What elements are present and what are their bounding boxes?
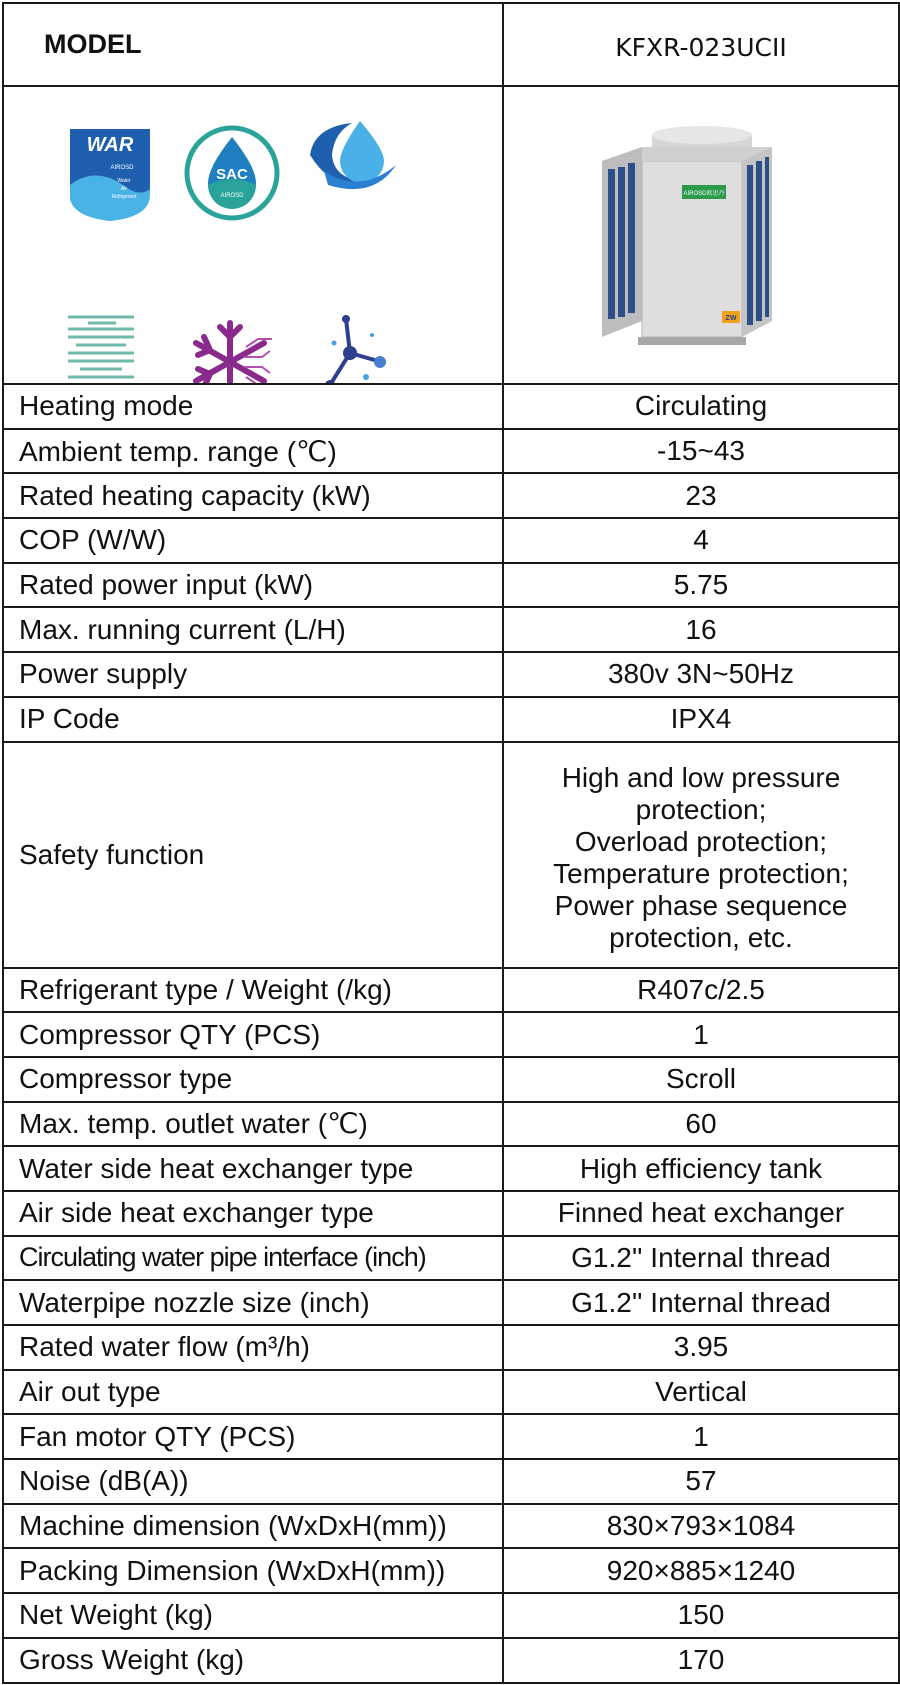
spec-label: COP (W/W) [3, 518, 503, 563]
spec-value: R407c/2.5 [503, 968, 899, 1013]
spec-label: Water side heat exchanger type [3, 1146, 503, 1191]
war-line-refrigerant: Refrigerant [111, 194, 137, 200]
spec-label: Rated power input (kW) [3, 563, 503, 608]
spec-value: Finned heat exchanger [503, 1191, 899, 1236]
spec-row [3, 563, 899, 608]
spec-row [3, 1370, 899, 1415]
spec-label: Max. running current (L/H) [3, 607, 503, 652]
water-drop-swirl-icon [304, 115, 400, 195]
spec-label: Waterpipe nozzle size (inch) [3, 1280, 503, 1325]
safety-line: High and low pressure protection; [561, 761, 841, 825]
spec-row [3, 1280, 899, 1325]
spec-row [3, 1325, 899, 1370]
model-value: KFXR-023UCII [503, 3, 899, 86]
spec-label: Air out type [3, 1370, 503, 1415]
spec-row [3, 1504, 899, 1549]
feature-icons-cell [3, 86, 503, 384]
war-subtext: AIROSD [110, 165, 134, 171]
spec-row [3, 697, 899, 742]
spec-label: Compressor QTY (PCS) [3, 1012, 503, 1057]
spec-label: Compressor type [3, 1057, 503, 1102]
spec-value: 60 [503, 1102, 899, 1147]
spec-row [3, 1012, 899, 1057]
spec-label: Max. temp. outlet water (℃) [3, 1102, 503, 1147]
sac-text: SAC [216, 166, 248, 183]
snowflake-circuit-icon [184, 317, 276, 384]
spec-label: Machine dimension (WxDxH(mm)) [3, 1504, 503, 1549]
sac-water-drop-icon [182, 123, 282, 223]
spec-value: Scroll [503, 1057, 899, 1102]
spec-value: 170 [503, 1638, 899, 1683]
safety-label: Safety function [3, 742, 503, 968]
spec-value: 920×885×1240 [503, 1548, 899, 1593]
product-image [504, 87, 899, 383]
product-image-cell [503, 86, 899, 384]
spec-label: Fan motor QTY (PCS) [3, 1414, 503, 1459]
spec-value: 380v 3N~50Hz [503, 652, 899, 697]
spec-value: 16 [503, 607, 899, 652]
spec-row [3, 1638, 899, 1683]
spec-row [3, 1191, 899, 1236]
spec-label: Packing Dimension (WxDxH(mm)) [3, 1548, 503, 1593]
spec-row [3, 1146, 899, 1191]
spec-value: -15~43 [503, 429, 899, 474]
spec-label: Circulating water pipe interface (inch) [3, 1236, 503, 1281]
spec-label: Rated heating capacity (kW) [3, 473, 503, 518]
spec-value: IPX4 [503, 697, 899, 742]
spec-row [3, 1459, 899, 1504]
spec-value: Circulating [503, 384, 899, 429]
heat-exchanger-fins-icon [66, 313, 136, 384]
spec-value: 150 [503, 1593, 899, 1638]
spec-row [3, 1414, 899, 1459]
spec-row [3, 518, 899, 563]
feature-icons [4, 87, 503, 383]
spec-value: 23 [503, 473, 899, 518]
spec-row [3, 1236, 899, 1281]
spec-value: 1 [503, 1414, 899, 1459]
spec-label: Ambient temp. range (℃) [3, 429, 503, 474]
model-label: MODEL [3, 3, 503, 86]
product-brand-label: AIROSD欧思丹 [683, 191, 725, 197]
safety-line: Power phase sequence [554, 889, 848, 921]
spec-row [3, 1548, 899, 1593]
spec-row [3, 473, 899, 518]
image-row [3, 86, 899, 384]
spec-table [2, 2, 900, 1684]
sac-subtext: AIROSD [220, 193, 244, 199]
spec-label: Air side heat exchanger type [3, 1191, 503, 1236]
safety-line: protection, etc. [609, 921, 793, 953]
spec-row [3, 968, 899, 1013]
spec-value: Vertical [503, 1370, 899, 1415]
spec-value: 57 [503, 1459, 899, 1504]
spec-value: G1.2'' Internal thread [503, 1236, 899, 1281]
spec-label: IP Code [3, 697, 503, 742]
model-row [3, 3, 899, 86]
war-line-air: Air [120, 186, 128, 192]
spec-label: Gross Weight (kg) [3, 1638, 503, 1683]
spec-label: Heating mode [3, 384, 503, 429]
spec-row [3, 1593, 899, 1638]
war-refrigerant-icon [66, 125, 154, 223]
spec-value: High efficiency tank [503, 1146, 899, 1191]
spec-value: 3.95 [503, 1325, 899, 1370]
spec-value: 830×793×1084 [503, 1504, 899, 1549]
spec-row [3, 607, 899, 652]
spec-label: Noise (dB(A)) [3, 1459, 503, 1504]
spec-row [3, 429, 899, 474]
spec-row [3, 384, 899, 429]
spec-label: Rated water flow (m³/h) [3, 1325, 503, 1370]
spec-row [3, 1057, 899, 1102]
spec-row [3, 1102, 899, 1147]
heat-pump-unit-icon [582, 125, 810, 365]
safety-line: Overload protection; [574, 825, 828, 857]
spec-label: Net Weight (kg) [3, 1593, 503, 1638]
spec-value: 4 [503, 518, 899, 563]
spec-label: Refrigerant type / Weight (/kg) [3, 968, 503, 1013]
spec-label: Power supply [3, 652, 503, 697]
spec-value: 5.75 [503, 563, 899, 608]
war-text: WAR [86, 134, 134, 156]
spec-row [3, 652, 899, 697]
molecule-icon [322, 313, 392, 384]
safety-row [3, 742, 899, 968]
product-badge: ZW [725, 315, 737, 322]
safety-value [503, 742, 899, 968]
spec-value: 1 [503, 1012, 899, 1057]
safety-line: Temperature protection; [553, 857, 849, 889]
war-line-water: Water [117, 178, 131, 184]
spec-value: G1.2'' Internal thread [503, 1280, 899, 1325]
